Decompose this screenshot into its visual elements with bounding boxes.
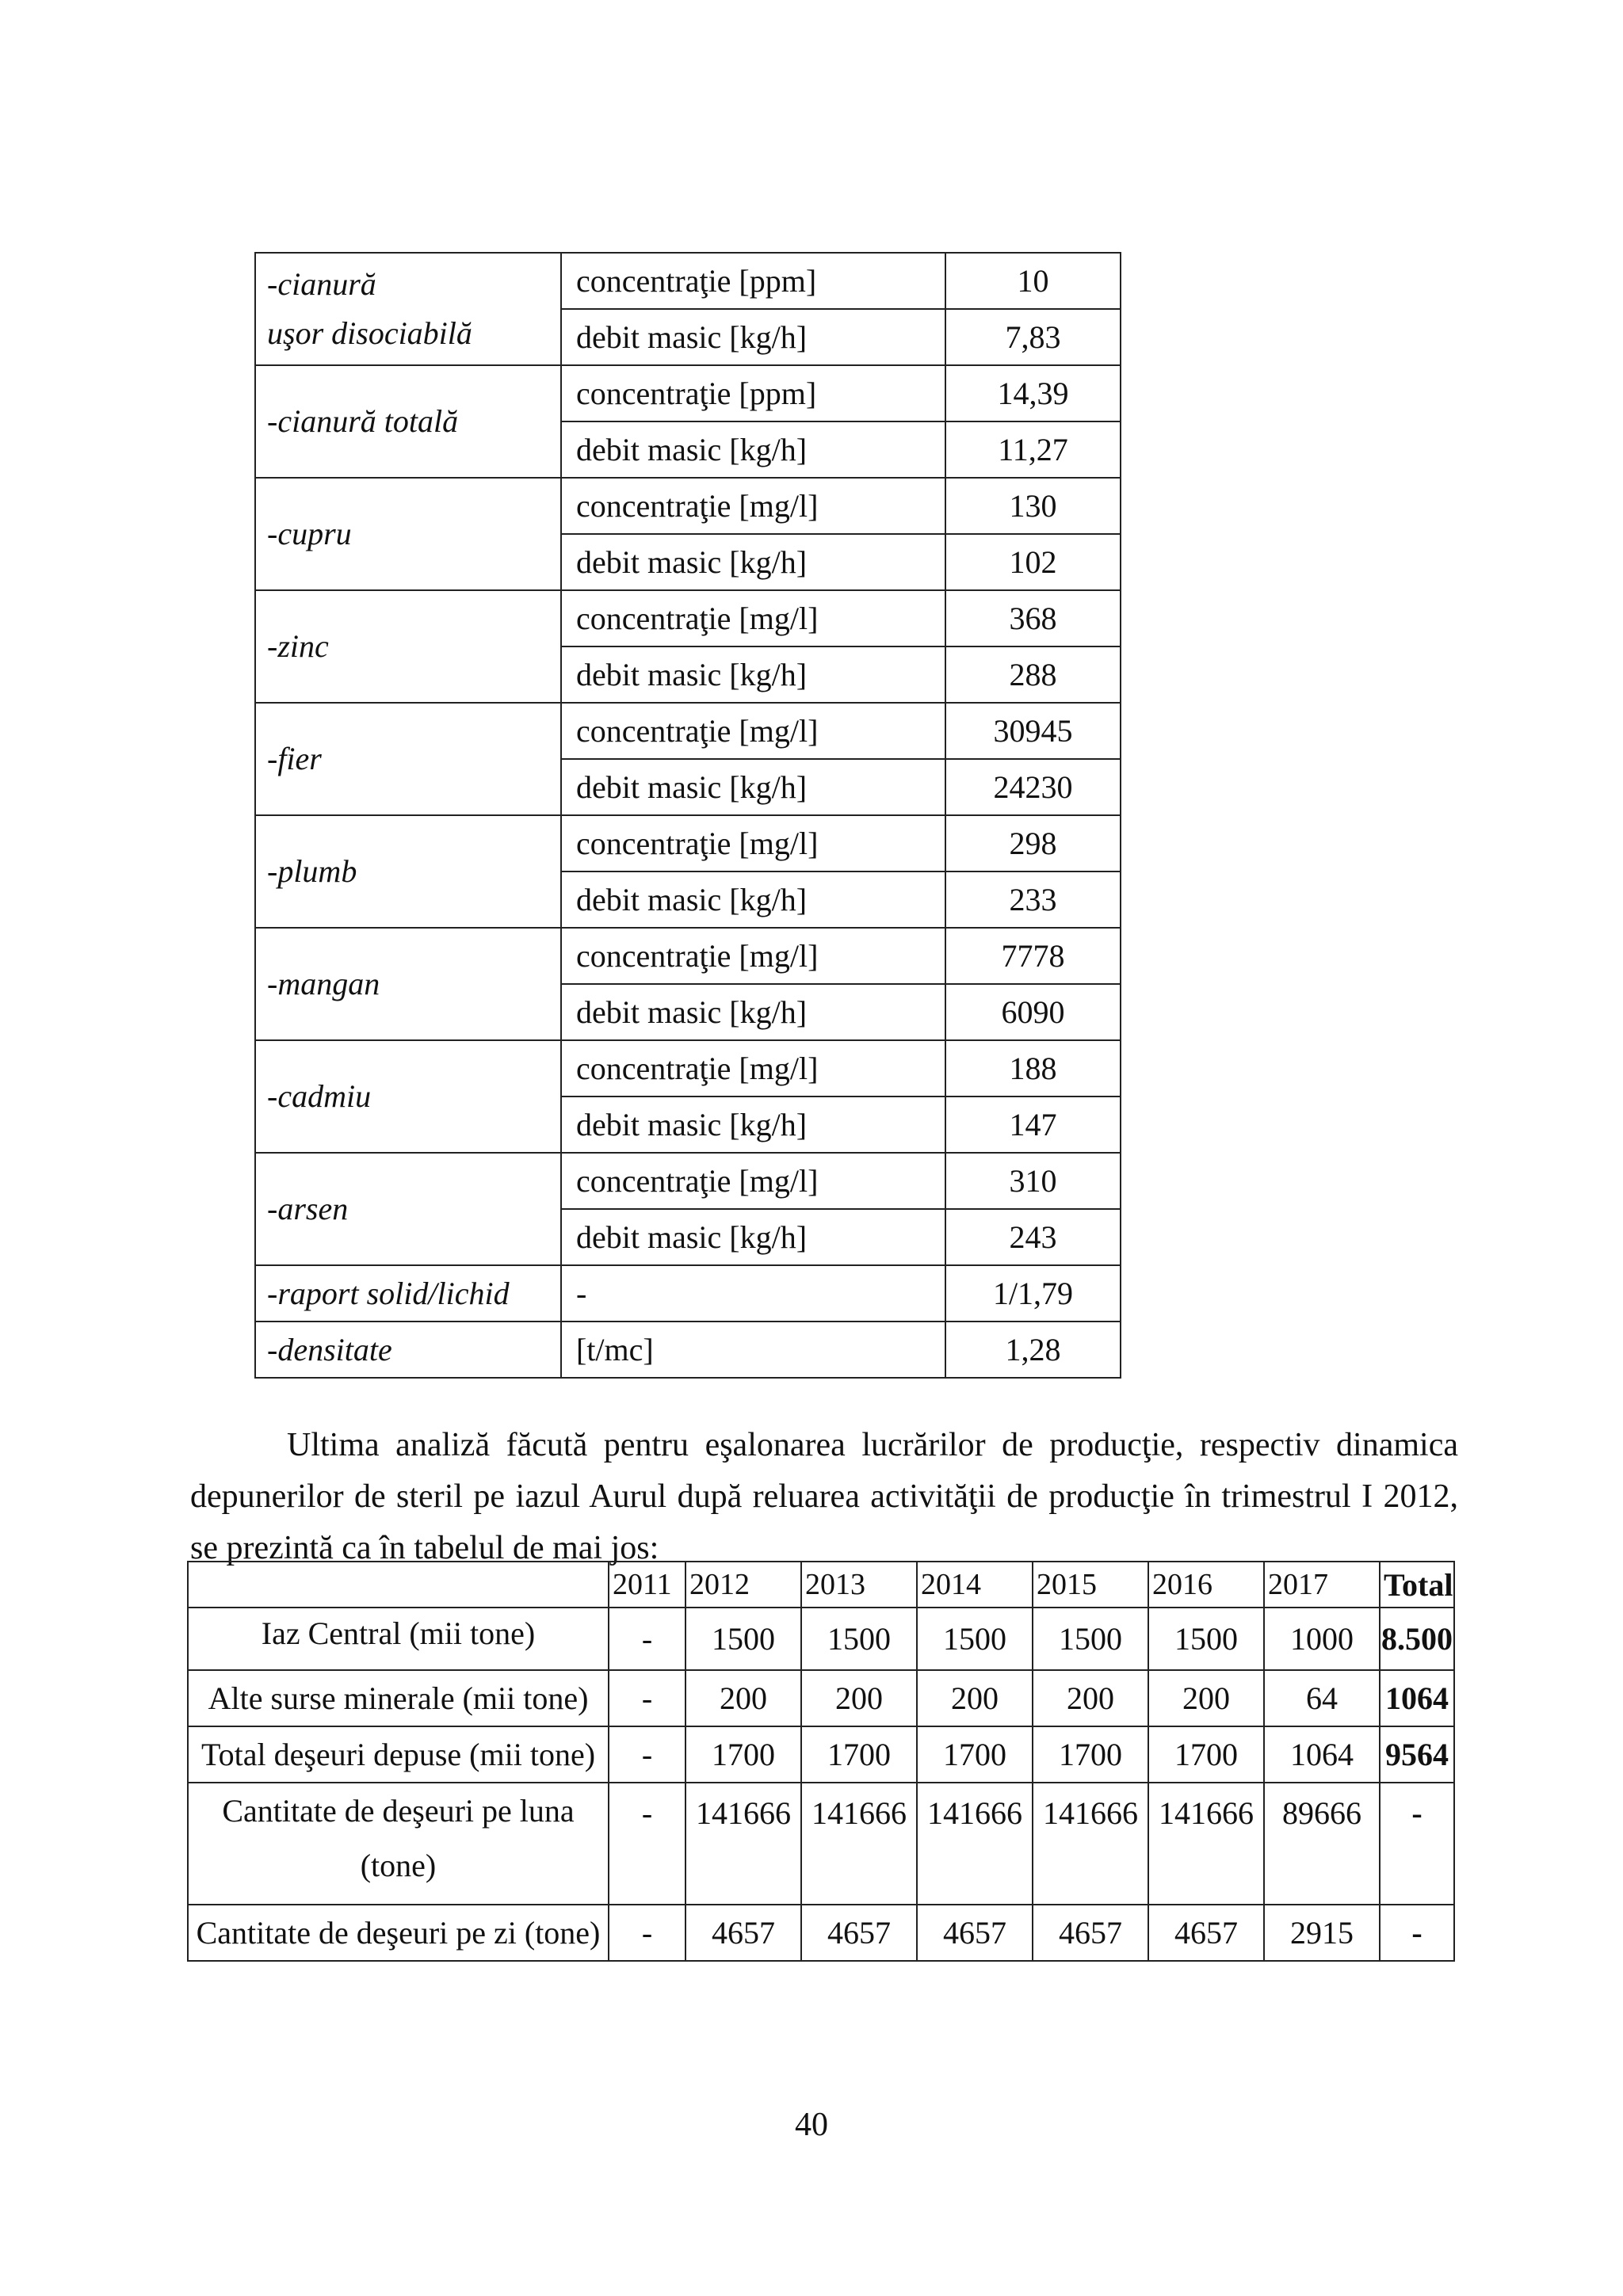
param-measure: [t/mc] bbox=[561, 1322, 945, 1378]
table-cell: 200 bbox=[801, 1670, 917, 1726]
table-cell: 4657 bbox=[917, 1905, 1033, 1961]
param-name-cell bbox=[255, 703, 561, 815]
column-header: 2015 bbox=[1033, 1562, 1148, 1608]
param-value: 368 bbox=[945, 590, 1121, 646]
param-measure: concentraţie [ppm] bbox=[561, 365, 945, 421]
param-value: 102 bbox=[945, 534, 1121, 590]
table-cell: 2915 bbox=[1264, 1905, 1380, 1961]
table-cell: 141666 bbox=[1148, 1783, 1264, 1905]
param-measure: concentraţie [ppm] bbox=[561, 253, 945, 309]
table-cell: 1700 bbox=[685, 1726, 801, 1783]
param-row bbox=[255, 1265, 1121, 1322]
table-cell: - bbox=[609, 1905, 685, 1961]
param-measure: debit masic [kg/h] bbox=[561, 534, 945, 590]
param-name-cell bbox=[255, 1153, 561, 1265]
deposition-table bbox=[187, 1561, 1455, 1962]
param-name: -raport solid/lichid bbox=[255, 1265, 561, 1322]
table-cell: 4657 bbox=[685, 1905, 801, 1961]
param-value: 14,39 bbox=[945, 365, 1121, 421]
param-value: 188 bbox=[945, 1040, 1121, 1097]
total-cell: - bbox=[1380, 1905, 1454, 1961]
param-measure: debit masic [kg/h] bbox=[561, 759, 945, 815]
table-row bbox=[188, 1726, 1454, 1783]
param-measure: debit masic [kg/h] bbox=[561, 1209, 945, 1265]
param-value: 233 bbox=[945, 871, 1121, 928]
param-value: 130 bbox=[945, 478, 1121, 534]
param-name: -cianură totală bbox=[267, 403, 459, 439]
param-measure: concentraţie [mg/l] bbox=[561, 1040, 945, 1097]
intro-paragraph: Ultima analiză făcută pentru eşalonarea lucrărilor de producţie, respectiv dinamica depunerilor de steril pe iazul Aurul după reluarea activităţii de producţie în trimestrul I 2012, se prezintă ca în tabelul de mai jos: bbox=[190, 1427, 1458, 1566]
param-row bbox=[255, 253, 1121, 309]
param-value: 7778 bbox=[945, 928, 1121, 984]
param-name-cell bbox=[255, 478, 561, 590]
table-cell: 1700 bbox=[1148, 1726, 1264, 1783]
table-cell: 1500 bbox=[917, 1608, 1033, 1670]
param-row bbox=[255, 703, 1121, 759]
param-measure: - bbox=[561, 1265, 945, 1322]
param-row bbox=[255, 1153, 1121, 1209]
param-name: -densitate bbox=[255, 1322, 561, 1378]
param-measure: concentraţie [mg/l] bbox=[561, 815, 945, 871]
table-cell: 200 bbox=[1033, 1670, 1148, 1726]
table-cell: 1700 bbox=[1033, 1726, 1148, 1783]
total-cell: 1064 bbox=[1380, 1670, 1454, 1726]
param-name: -cianură bbox=[267, 266, 376, 302]
param-measure: debit masic [kg/h] bbox=[561, 309, 945, 365]
table-cell: - bbox=[609, 1783, 685, 1905]
row-label-line2: (tone) bbox=[360, 1848, 437, 1883]
param-name: -fier bbox=[267, 741, 322, 776]
column-header: 2011 bbox=[609, 1562, 685, 1608]
param-name-line2: uşor disociabilă bbox=[267, 315, 472, 351]
param-value: 7,83 bbox=[945, 309, 1121, 365]
table-cell: 1000 bbox=[1264, 1608, 1380, 1670]
param-measure: concentraţie [mg/l] bbox=[561, 590, 945, 646]
param-name: -plumb bbox=[267, 853, 357, 889]
param-row bbox=[255, 815, 1121, 871]
param-name: -mangan bbox=[267, 966, 380, 1001]
table-cell: - bbox=[609, 1670, 685, 1726]
param-row bbox=[255, 1322, 1121, 1378]
column-header: 2017 bbox=[1264, 1562, 1380, 1608]
table-row bbox=[188, 1670, 1454, 1726]
param-name-cell bbox=[255, 1040, 561, 1153]
param-value: 11,27 bbox=[945, 421, 1121, 478]
param-name-cell bbox=[255, 815, 561, 928]
param-value: 6090 bbox=[945, 984, 1121, 1040]
param-value: 24230 bbox=[945, 759, 1121, 815]
table-row bbox=[188, 1905, 1454, 1961]
row-label: Cantitate de deşeuri pe zi (tone) bbox=[188, 1905, 609, 1961]
param-name-cell bbox=[255, 253, 561, 365]
parameters-table bbox=[254, 252, 1121, 1379]
param-value: 147 bbox=[945, 1097, 1121, 1153]
table-cell: 1500 bbox=[1148, 1608, 1264, 1670]
table-cell: 1500 bbox=[801, 1608, 917, 1670]
table-cell: 141666 bbox=[917, 1783, 1033, 1905]
table-cell: 1500 bbox=[1033, 1608, 1148, 1670]
param-row bbox=[255, 590, 1121, 646]
table-cell: 200 bbox=[685, 1670, 801, 1726]
param-value: 1/1,79 bbox=[945, 1265, 1121, 1322]
param-name-cell bbox=[255, 590, 561, 703]
param-name-cell bbox=[255, 928, 561, 1040]
param-row bbox=[255, 928, 1121, 984]
row-label bbox=[188, 1783, 609, 1905]
param-value: 243 bbox=[945, 1209, 1121, 1265]
total-cell: 8.500 bbox=[1380, 1608, 1454, 1670]
row-label: Alte surse minerale (mii tone) bbox=[188, 1670, 609, 1726]
param-measure: concentraţie [mg/l] bbox=[561, 478, 945, 534]
table-row bbox=[188, 1783, 1454, 1905]
table-cell: 1500 bbox=[685, 1608, 801, 1670]
table-cell: 200 bbox=[917, 1670, 1033, 1726]
table-cell: 1064 bbox=[1264, 1726, 1380, 1783]
column-header: 2013 bbox=[801, 1562, 917, 1608]
table-cell: 4657 bbox=[1033, 1905, 1148, 1961]
table-cell: 1700 bbox=[801, 1726, 917, 1783]
param-measure: debit masic [kg/h] bbox=[561, 871, 945, 928]
param-measure: debit masic [kg/h] bbox=[561, 421, 945, 478]
table-cell: 141666 bbox=[685, 1783, 801, 1905]
total-cell: - bbox=[1380, 1783, 1454, 1905]
table-cell: 64 bbox=[1264, 1670, 1380, 1726]
param-value: 10 bbox=[945, 253, 1121, 309]
table-cell: 141666 bbox=[801, 1783, 917, 1905]
row-label: Iaz Central (mii tone) bbox=[188, 1608, 609, 1670]
column-header: 2012 bbox=[685, 1562, 801, 1608]
param-measure: concentraţie [mg/l] bbox=[561, 1153, 945, 1209]
param-row bbox=[255, 478, 1121, 534]
table-cell: 4657 bbox=[1148, 1905, 1264, 1961]
table-row bbox=[188, 1608, 1454, 1670]
param-row bbox=[255, 1040, 1121, 1097]
param-measure: debit masic [kg/h] bbox=[561, 1097, 945, 1153]
table-header-row bbox=[188, 1562, 1454, 1608]
column-header: Total bbox=[1380, 1562, 1454, 1608]
param-value: 30945 bbox=[945, 703, 1121, 759]
param-measure: concentraţie [mg/l] bbox=[561, 703, 945, 759]
param-name: -cadmiu bbox=[267, 1078, 372, 1114]
table-cell: - bbox=[609, 1726, 685, 1783]
table-cell: - bbox=[609, 1608, 685, 1670]
column-header: 2016 bbox=[1148, 1562, 1264, 1608]
row-label-line1: Cantitate de deşeuri pe luna bbox=[222, 1793, 575, 1829]
table-cell: 89666 bbox=[1264, 1783, 1380, 1905]
param-row bbox=[255, 365, 1121, 421]
param-value: 1,28 bbox=[945, 1322, 1121, 1378]
table-cell: 141666 bbox=[1033, 1783, 1148, 1905]
column-header bbox=[188, 1562, 609, 1608]
param-value: 288 bbox=[945, 646, 1121, 703]
param-name: -arsen bbox=[267, 1191, 349, 1226]
table-cell: 4657 bbox=[801, 1905, 917, 1961]
table-cell: 1700 bbox=[917, 1726, 1033, 1783]
table-cell: 200 bbox=[1148, 1670, 1264, 1726]
total-cell: 9564 bbox=[1380, 1726, 1454, 1783]
param-name: -cupru bbox=[267, 516, 352, 551]
param-name-cell bbox=[255, 365, 561, 478]
param-name: -zinc bbox=[267, 628, 329, 664]
param-value: 310 bbox=[945, 1153, 1121, 1209]
param-measure: concentraţie [mg/l] bbox=[561, 928, 945, 984]
param-measure: debit masic [kg/h] bbox=[561, 984, 945, 1040]
column-header: 2014 bbox=[917, 1562, 1033, 1608]
row-label: Total deşeuri depuse (mii tone) bbox=[188, 1726, 609, 1783]
param-value: 298 bbox=[945, 815, 1121, 871]
param-measure: debit masic [kg/h] bbox=[561, 646, 945, 703]
page-number: 40 bbox=[795, 2107, 828, 2143]
